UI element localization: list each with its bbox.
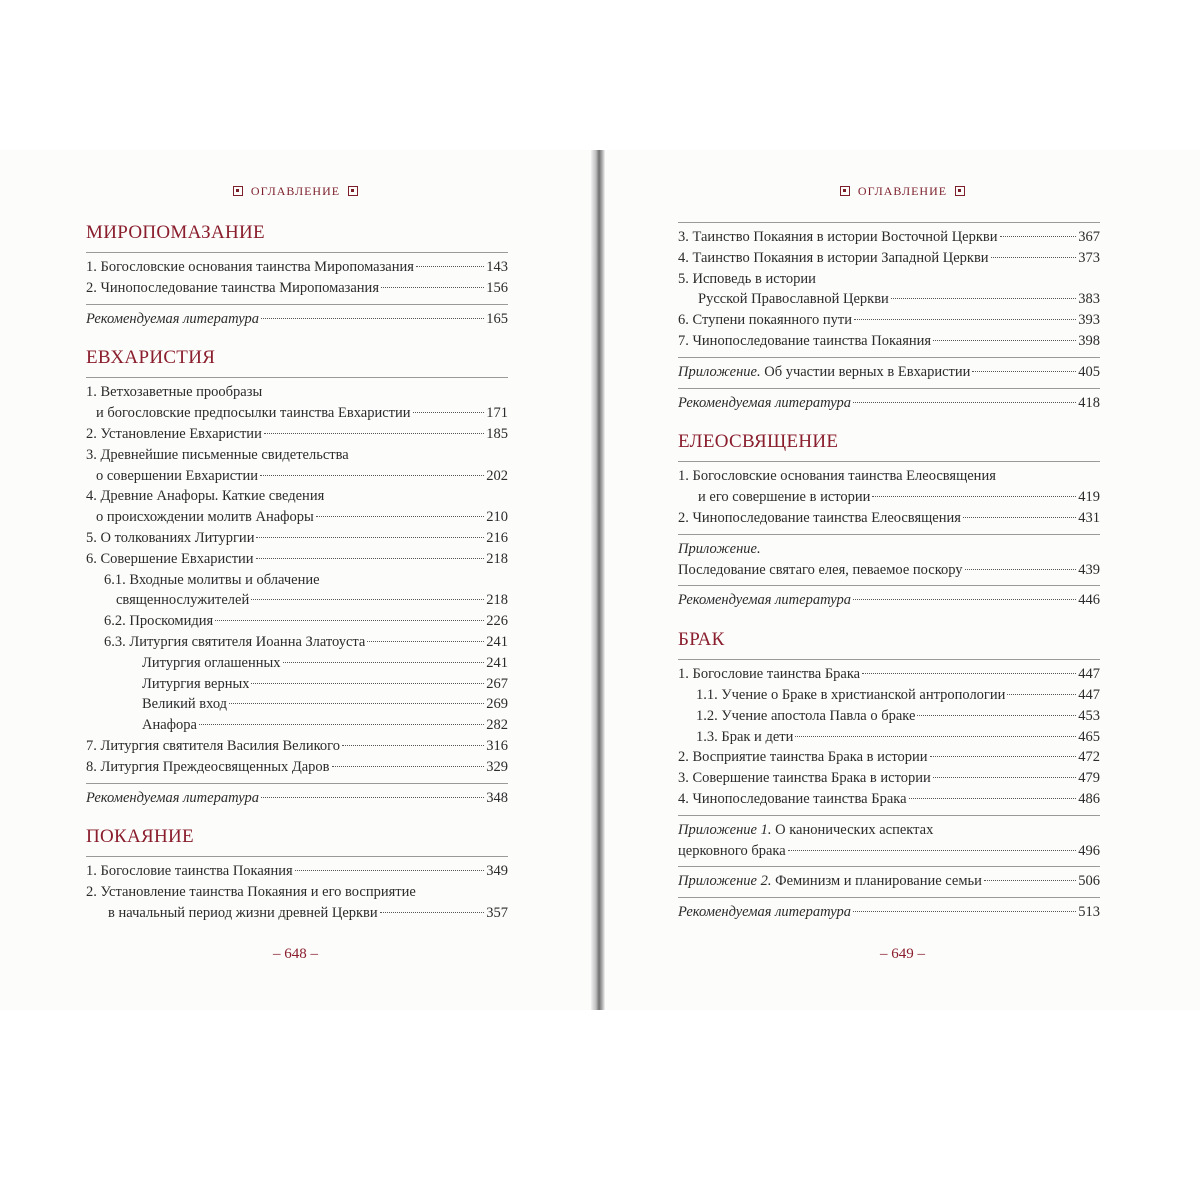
toc-entry[interactable]: о совершении Евхаристии 202 bbox=[86, 466, 508, 487]
toc-entry[interactable]: 6. Ступени покаянного пути 393 bbox=[678, 310, 1100, 331]
divider bbox=[678, 815, 1100, 816]
toc-entry[interactable]: в начальный период жизни древней Церкви 357 bbox=[86, 903, 508, 924]
toc-entry[interactable]: 4. Таинство Покаяния в истории Западной Церкви 373 bbox=[678, 248, 1100, 269]
page-number: 143 bbox=[486, 259, 508, 275]
toc-entry-line: 6.1. Входные молитвы и облачение bbox=[104, 571, 320, 588]
toc-entry[interactable]: 8. Литургия Преждеосвященных Даров 329 bbox=[86, 757, 508, 778]
right-page bbox=[605, 150, 1200, 1010]
page-number-folio: – 648 – bbox=[273, 946, 318, 962]
divider bbox=[678, 897, 1100, 898]
section-pokayanie bbox=[86, 826, 508, 923]
page-number: 316 bbox=[486, 737, 508, 754]
section-title: МИРОПОМАЗАНИЕ bbox=[86, 222, 265, 243]
toc-entry-appendix[interactable]: церковного брака 496 bbox=[678, 841, 1100, 862]
divider bbox=[86, 783, 508, 784]
ornament-icon bbox=[233, 186, 243, 196]
page-number: 465 bbox=[1078, 728, 1100, 745]
page-number: 171 bbox=[486, 405, 508, 422]
page-number: 357 bbox=[486, 904, 508, 921]
page-number: 431 bbox=[1078, 509, 1100, 526]
toc-entry[interactable]: 3. Совершение таинства Брака в истории 479 bbox=[678, 768, 1100, 789]
page-number: 348 bbox=[486, 789, 508, 806]
toc-entry[interactable]: Литургия верных 267 bbox=[86, 674, 508, 695]
toc-entry[interactable]: 1. Богословие таинства Брака 447 bbox=[678, 664, 1100, 685]
divider bbox=[86, 304, 508, 305]
toc-entry-line: 5. Исповедь в истории bbox=[678, 270, 816, 287]
page-number: 267 bbox=[486, 675, 508, 692]
page-number: 185 bbox=[486, 425, 508, 442]
toc-entry-literature[interactable]: Рекомендуемая литература 513 bbox=[678, 902, 1100, 923]
page-number: 419 bbox=[1078, 489, 1100, 506]
page-number: 486 bbox=[1078, 790, 1100, 807]
section-title: ЕЛЕОСВЯЩЕНИЕ bbox=[678, 431, 839, 453]
divider bbox=[678, 659, 1100, 660]
page-number: 241 bbox=[486, 633, 508, 650]
toc-entry[interactable]: Литургия оглашенных 241 bbox=[86, 653, 508, 674]
page-number: 472 bbox=[1078, 749, 1100, 766]
toc-entry-appendix[interactable]: Последование святаго елея, певаемое поскору 439 bbox=[678, 560, 1100, 581]
divider bbox=[86, 377, 508, 378]
page-number: 367 bbox=[1078, 229, 1100, 245]
toc-entry[interactable]: Анафора 282 bbox=[86, 715, 508, 736]
page-number: 156 bbox=[486, 279, 508, 296]
page-number: 418 bbox=[1078, 394, 1100, 411]
toc-entry-line: 2. Установление таинства Покаяния и его восприятие bbox=[86, 884, 416, 901]
divider bbox=[678, 357, 1100, 358]
page-number: 447 bbox=[1078, 686, 1100, 703]
ornament-icon bbox=[840, 186, 850, 196]
divider bbox=[678, 866, 1100, 867]
toc-entry[interactable]: Великий вход 269 bbox=[86, 694, 508, 715]
section-title: ЕВХАРИСТИЯ bbox=[86, 347, 216, 369]
toc-entry[interactable]: священнослужителей 218 bbox=[86, 590, 508, 611]
page-number: 329 bbox=[486, 758, 508, 775]
toc-entry[interactable]: и его совершение в истории 419 bbox=[678, 487, 1100, 508]
divider bbox=[678, 222, 1100, 223]
page-number: 439 bbox=[1078, 561, 1100, 578]
toc-entry-appendix[interactable]: Приложение 2. Феминизм и планирование семьи 506 bbox=[678, 871, 1100, 892]
toc-entry-literature[interactable]: Рекомендуемая литература 165 bbox=[86, 309, 508, 330]
page-number-folio: – 649 – bbox=[880, 946, 925, 962]
section-brak bbox=[678, 629, 1100, 923]
table-of-contents bbox=[678, 222, 1100, 936]
page-number: 269 bbox=[486, 696, 508, 713]
section-eleosvyaschenie bbox=[678, 431, 1100, 611]
page-number: 446 bbox=[1078, 592, 1100, 609]
toc-entry[interactable]: 2. Установление Евхаристии 185 bbox=[86, 424, 508, 445]
section-evharistiya bbox=[86, 347, 508, 808]
toc-entry[interactable]: 1.3. Брак и дети 465 bbox=[678, 727, 1100, 748]
toc-entry-literature[interactable]: Рекомендуемая литература 446 bbox=[678, 590, 1100, 611]
toc-entry[interactable]: 2. Чинопоследование таинства Миропомазания 156 bbox=[86, 278, 508, 299]
page-number: 383 bbox=[1078, 291, 1100, 308]
toc-entry-line: 1. Богословские основания таинства Елеосвящения bbox=[678, 468, 996, 485]
page-number: 282 bbox=[486, 717, 508, 734]
page-number: 210 bbox=[486, 509, 508, 526]
running-head: ОГЛАВЛЕНИЕ bbox=[0, 184, 591, 199]
toc-entry-appendix[interactable]: Приложение. Об участии верных в Евхаристии 405 bbox=[678, 362, 1100, 383]
toc-entry[interactable]: 5. О толкованиях Литургии 216 bbox=[86, 528, 508, 549]
toc-entry[interactable]: 7. Литургия святителя Василия Великого 316 bbox=[86, 736, 508, 757]
toc-entry[interactable]: 1.1. Учение о Браке в христианской антропологии 447 bbox=[678, 685, 1100, 706]
page-number: 373 bbox=[1078, 249, 1100, 266]
toc-entry[interactable]: 6.3. Литургия святителя Иоанна Златоуста 241 bbox=[86, 632, 508, 653]
divider bbox=[678, 534, 1100, 535]
divider bbox=[678, 388, 1100, 389]
toc-entry-line: 1. Ветхозаветные прообразы bbox=[86, 384, 263, 401]
appendix-label: Приложение. bbox=[678, 540, 761, 557]
page-number: 349 bbox=[486, 863, 508, 880]
page-number: 479 bbox=[1078, 770, 1100, 787]
section-title: БРАК bbox=[678, 629, 725, 651]
toc-entry[interactable]: и богословские предпосылки таинства Евхаристии 171 bbox=[86, 403, 508, 424]
page-number: 398 bbox=[1078, 332, 1100, 349]
book-spine bbox=[591, 150, 605, 1010]
toc-entry[interactable]: 6. Совершение Евхаристии 218 bbox=[86, 549, 508, 570]
section-title: ПОКАЯНИЕ bbox=[86, 826, 194, 848]
ornament-icon bbox=[348, 186, 358, 196]
page-number: 453 bbox=[1078, 707, 1100, 724]
page-number: 165 bbox=[486, 310, 508, 327]
divider bbox=[678, 585, 1100, 586]
toc-entry-literature[interactable]: Рекомендуемая литература 348 bbox=[86, 788, 508, 809]
page-number: 218 bbox=[486, 592, 508, 609]
toc-entry-line: Приложение 1. О канонических аспектах bbox=[678, 821, 934, 838]
toc-entry[interactable]: 3. Таинство Покаяния в истории Восточной Церкви 367 bbox=[678, 227, 1100, 248]
toc-entry[interactable]: 6.2. Проскомидия 226 bbox=[86, 611, 508, 632]
toc-entry[interactable]: 1. Богословские основания таинства Миропомазания 143 bbox=[86, 257, 508, 278]
page-number: 218 bbox=[486, 550, 508, 567]
page-number: 496 bbox=[1078, 842, 1100, 859]
toc-entry[interactable]: Русской Православной Церкви 383 bbox=[678, 289, 1100, 310]
table-of-contents bbox=[86, 222, 508, 937]
toc-entry-line: 4. Древние Анафоры. Каткие сведения bbox=[86, 488, 325, 505]
toc-entry[interactable]: 4. Чинопоследование таинства Брака 486 bbox=[678, 789, 1100, 810]
left-page bbox=[0, 150, 591, 1010]
page-number: 226 bbox=[486, 613, 508, 630]
toc-entry[interactable]: 2. Восприятие таинства Брака в истории 472 bbox=[678, 747, 1100, 768]
ornament-icon bbox=[955, 186, 965, 196]
page-number: 202 bbox=[486, 467, 508, 484]
page-number: 513 bbox=[1078, 904, 1100, 921]
toc-entry[interactable]: о происхождении молитв Анафоры 210 bbox=[86, 507, 508, 528]
toc-entry-literature[interactable]: Рекомендуемая литература 418 bbox=[678, 393, 1100, 414]
page-number: 506 bbox=[1078, 873, 1100, 890]
page-number: 241 bbox=[486, 654, 508, 671]
divider bbox=[86, 252, 508, 253]
toc-entry-line: 3. Древнейшие письменные свидетельства bbox=[86, 446, 349, 463]
page-number: 447 bbox=[1078, 666, 1100, 683]
toc-entry[interactable]: 1.2. Учение апостола Павла о браке 453 bbox=[678, 706, 1100, 727]
running-head: ОГЛАВЛЕНИЕ bbox=[605, 184, 1200, 199]
section-miropomazanie bbox=[86, 222, 508, 329]
divider bbox=[86, 856, 508, 857]
page-number: 216 bbox=[486, 529, 508, 546]
toc-entry[interactable]: 1. Богословие таинства Покаяния 349 bbox=[86, 861, 508, 882]
toc-entry[interactable]: 7. Чинопоследование таинства Покаяния 398 bbox=[678, 331, 1100, 352]
section-pokayanie-continued bbox=[678, 222, 1100, 413]
divider bbox=[678, 461, 1100, 462]
page-number: 393 bbox=[1078, 312, 1100, 329]
toc-entry[interactable]: 2. Чинопоследование таинства Елеосвящения 431 bbox=[678, 508, 1100, 529]
page-number: 405 bbox=[1078, 363, 1100, 380]
